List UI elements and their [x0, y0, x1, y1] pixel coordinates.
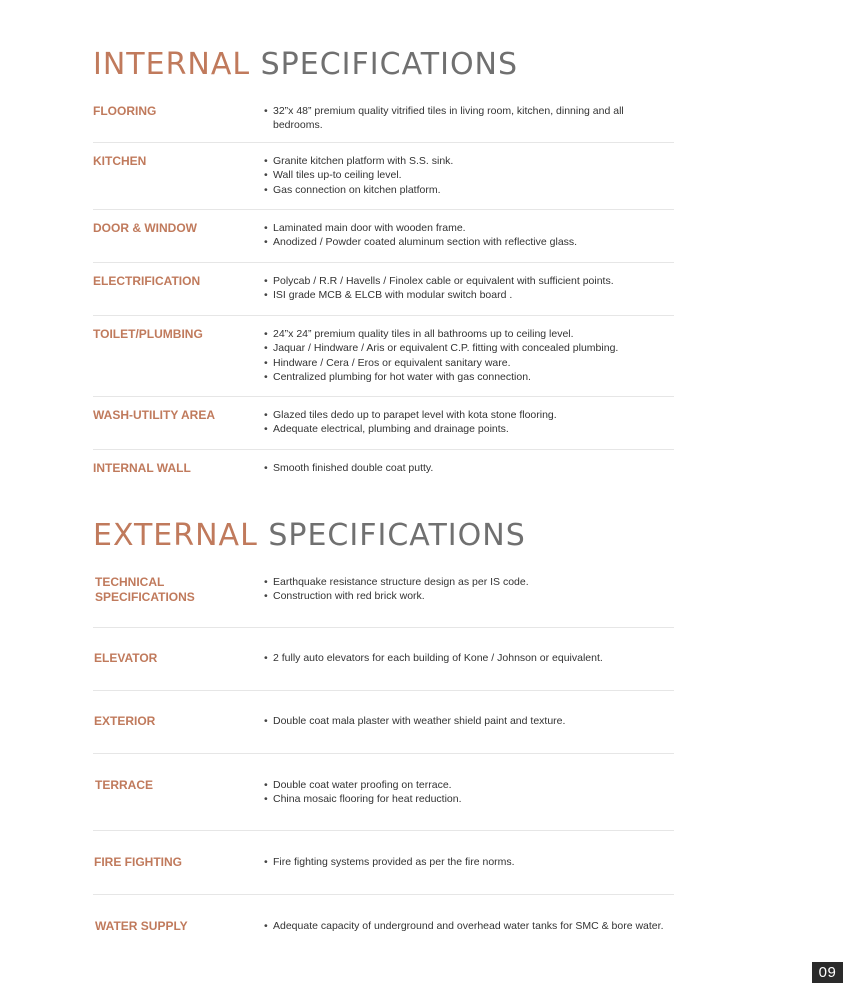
spec-item: • Double coat mala plaster with weather shield paint and texture. — [264, 714, 664, 728]
spec-row-door-window — [93, 221, 674, 263]
spec-row-internal-wall — [93, 461, 674, 481]
spec-label: WATER SUPPLY — [95, 919, 188, 933]
spec-label: TERRACE — [95, 778, 154, 792]
spec-items — [264, 274, 664, 303]
spec-row-water-supply — [93, 919, 674, 949]
internal-title-rest: SPECIFICATIONS — [260, 47, 519, 82]
external-title-accent: EXTERNAL — [93, 518, 258, 553]
spec-item: • Gas connection on kitchen platform. — [264, 183, 664, 197]
spec-label — [95, 575, 265, 605]
spec-item: • 24”x 24” premium quality tiles in all bathrooms up to ceiling level. — [264, 327, 664, 341]
spec-row-fire-fighting — [93, 855, 674, 895]
spec-item: • Polycab / R.R / Havells / Finolex cable or equivalent with sufficient points. — [264, 274, 664, 288]
spec-items — [264, 575, 664, 604]
spec-items — [264, 919, 664, 933]
spec-item: • China mosaic flooring for heat reduction. — [264, 792, 664, 806]
spec-label: TOILET/PLUMBING — [93, 327, 203, 341]
spec-label: FIRE FIGHTING — [94, 855, 182, 869]
spec-items — [264, 408, 664, 437]
spec-items — [264, 855, 664, 869]
spec-row-toilet-plumbing — [93, 327, 674, 397]
spec-row-electrification — [93, 274, 674, 316]
spec-row-technical — [93, 575, 674, 628]
spec-label: WASH-UTILITY AREA — [93, 408, 215, 422]
internal-title-accent: INTERNAL — [93, 47, 251, 82]
spec-items — [264, 714, 664, 728]
spec-items — [264, 154, 664, 197]
page-number: 09 — [812, 962, 843, 983]
spec-items — [264, 104, 664, 133]
spec-item: • Fire fighting systems provided as per the fire norms. — [264, 855, 664, 869]
spec-item: • Double coat water proofing on terrace. — [264, 778, 664, 792]
spec-item: • Construction with red brick work. — [264, 589, 664, 603]
spec-item: • Granite kitchen platform with S.S. sink. — [264, 154, 664, 168]
spec-label: ELECTRIFICATION — [93, 274, 201, 288]
spec-label-line: SPECIFICATIONS — [95, 590, 195, 604]
external-title-rest: SPECIFICATIONS — [268, 518, 526, 553]
spec-label-line: TECHNICAL — [95, 575, 165, 589]
spec-item: • Wall tiles up-to ceiling level. — [264, 168, 664, 182]
spec-items — [264, 651, 664, 665]
spec-label: INTERNAL WALL — [93, 461, 191, 475]
spec-item: • 32”x 48” premium quality vitrified tiles in living room, kitchen, dinning and all bedrooms. — [264, 104, 664, 133]
spec-label: ELEVATOR — [94, 651, 158, 665]
spec-item: • ISI grade MCB & ELCB with modular switch board . — [264, 288, 664, 302]
spec-item: • Smooth finished double coat putty. — [264, 461, 664, 475]
spec-label: KITCHEN — [93, 154, 147, 168]
internal-section-title — [93, 47, 518, 82]
spec-row-elevator — [93, 651, 674, 691]
spec-row-wash-utility — [93, 408, 674, 450]
spec-item: • Hindware / Cera / Eros or equivalent sanitary ware. — [264, 356, 664, 370]
spec-items — [264, 778, 664, 807]
spec-row-terrace — [93, 778, 674, 831]
spec-row-kitchen — [93, 154, 674, 210]
spec-item: • Centralized plumbing for hot water with gas connection. — [264, 370, 664, 384]
spec-item: • Glazed tiles dedo up to parapet level with kota stone flooring. — [264, 408, 664, 422]
spec-item: • 2 fully auto elevators for each building of Kone / Johnson or equivalent. — [264, 651, 664, 665]
spec-row-exterior — [93, 714, 674, 754]
spec-item: • Adequate electrical, plumbing and drainage points. — [264, 422, 664, 436]
spec-items — [264, 327, 664, 384]
spec-item: • Anodized / Powder coated aluminum section with reflective glass. — [264, 235, 664, 249]
spec-item: • Adequate capacity of underground and overhead water tanks for SMC & bore water. — [264, 919, 664, 933]
external-section-title — [93, 518, 526, 553]
spec-label: EXTERIOR — [94, 714, 156, 728]
spec-item: • Earthquake resistance structure design as per IS code. — [264, 575, 664, 589]
spec-items — [264, 221, 664, 250]
spec-row-flooring — [93, 104, 674, 143]
spec-label: DOOR & WINDOW — [93, 221, 197, 235]
spec-item: • Laminated main door with wooden frame. — [264, 221, 664, 235]
spec-label: FLOORING — [93, 104, 157, 118]
spec-items — [264, 461, 664, 475]
spec-item: • Jaquar / Hindware / Aris or equivalent C.P. fitting with concealed plumbing. — [264, 341, 664, 355]
